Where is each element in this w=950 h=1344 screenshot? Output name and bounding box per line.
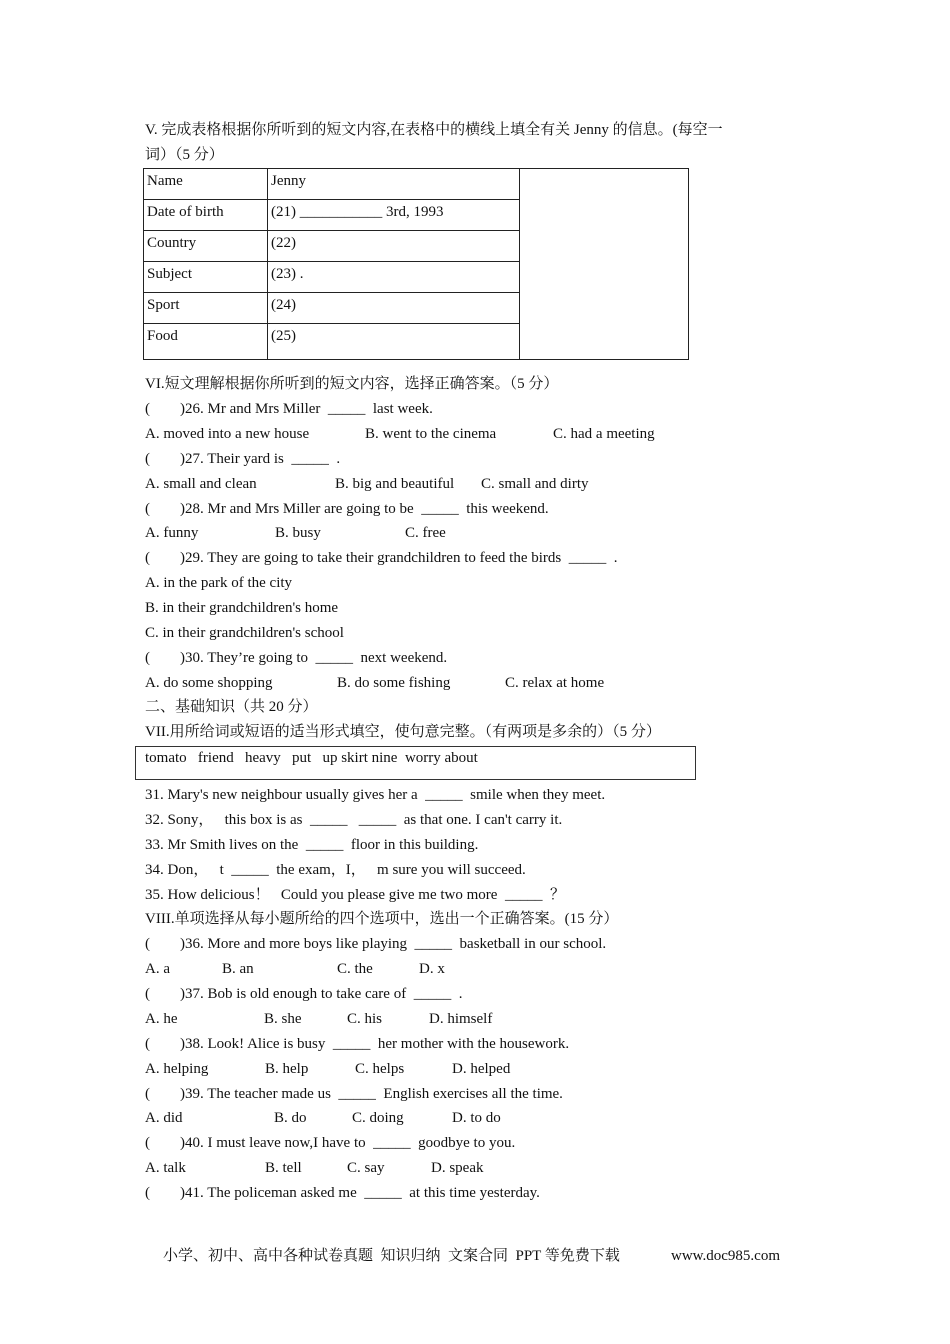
option: B. in their grandchildren's home (145, 600, 339, 616)
option: B. went to the cinema (365, 426, 497, 442)
option: A. talk (145, 1160, 186, 1176)
option: B. big and beautiful (335, 476, 455, 492)
question: ( )37. Bob is old enough to take care of _____ . (145, 986, 463, 1002)
option: C. free (405, 525, 446, 541)
option: C. doing (352, 1110, 404, 1126)
option: D. to do (452, 1110, 501, 1126)
section5-title-cont: 词）（5 分） (145, 147, 224, 163)
question: ( )39. The teacher made us _____ English exercises all the time. (145, 1086, 563, 1102)
option: D. speak (431, 1160, 484, 1176)
option: B. busy (275, 525, 321, 541)
cell-value: (25) (268, 324, 520, 360)
option: A. in the park of the city (145, 575, 293, 591)
cell-value: (24) (268, 293, 520, 324)
option: C. his (347, 1011, 383, 1027)
option: C. had a meeting (553, 426, 655, 442)
question: ( )29. They are going to take their grandchildren to feed the birds _____ . (145, 550, 618, 566)
option: B. she (264, 1011, 302, 1027)
question: 35. How delicious！ Could you please give me two more _____ ？ (145, 887, 565, 903)
option: C. small and dirty (481, 476, 589, 492)
option: D. x (419, 961, 445, 977)
cell-value: (23) . (268, 262, 520, 293)
option: A. small and clean (145, 476, 257, 492)
option: A. do some shopping (145, 675, 273, 691)
option: D. helped (452, 1061, 511, 1077)
option: B. an (222, 961, 254, 977)
section8-title: VIII.单项选择从每小题所给的四个选项中，选出一个正确答案。(15 分） (145, 911, 619, 927)
question: ( )41. The policeman asked me _____ at this time yesterday. (145, 1185, 540, 1201)
question: 33. Mr Smith lives on the _____ floor in this building. (145, 837, 479, 853)
option: B. tell (265, 1160, 302, 1176)
option: C. relax at home (505, 675, 605, 691)
question: ( )38. Look! Alice is busy _____ her mother with the housework. (145, 1036, 570, 1052)
option: B. help (265, 1061, 309, 1077)
question: ( )28. Mr and Mrs Miller are going to be _____ this weekend. (145, 501, 549, 517)
option: C. helps (355, 1061, 405, 1077)
word-bank: tomato friend heavy put up skirt nine worry about (145, 750, 478, 766)
info-table (143, 168, 689, 360)
question: 32. Sony， this box is as _____ _____ as that one. I can't carry it. (145, 812, 563, 828)
option: C. the (337, 961, 373, 977)
option: A. moved into a new house (145, 426, 310, 442)
cell-value: (22) (268, 231, 520, 262)
option: A. funny (145, 525, 199, 541)
cell-value: Jenny (268, 169, 520, 200)
cell-label: Subject (144, 262, 268, 293)
section6-title: VI.短文理解根据你所听到的短文内容，选择正确答案。（5 分） (145, 376, 559, 392)
option: A. he (145, 1011, 178, 1027)
option: D. himself (429, 1011, 493, 1027)
option: A. a (145, 961, 170, 977)
footer-text: 小学、初中、高中各种试卷真题 知识归纳 文案合同 PPT 等免费下载 (163, 1248, 620, 1264)
option: A. did (145, 1110, 183, 1126)
question: 34. Don， t _____ the exam，I， m sure you will succeed. (145, 862, 526, 878)
option: A. helping (145, 1061, 209, 1077)
question: ( )26. Mr and Mrs Miller _____ last week. (145, 401, 433, 417)
option: C. in their grandchildren's school (145, 625, 344, 641)
option: C. say (347, 1160, 385, 1176)
option: B. do some fishing (337, 675, 451, 691)
question: ( )40. I must leave now,I have to _____ goodbye to you. (145, 1135, 516, 1151)
option: B. do (274, 1110, 307, 1126)
cell-label: Country (144, 231, 268, 262)
footer-link[interactable]: www.doc985.com (671, 1248, 781, 1264)
cell-label: Sport (144, 293, 268, 324)
blank-cell (520, 169, 689, 360)
question: ( )27. Their yard is _____ . (145, 451, 341, 467)
question: 31. Mary's new neighbour usually gives her a _____ smile when they meet. (145, 787, 606, 803)
section7-title: VII.用所给词或短语的适当形式填空，使句意完整。（有两项是多余的）（5 分） (145, 724, 661, 740)
section5-title: V. 完成表格根据你所听到的短文内容,在表格中的横线上填全有关 Jenny 的信息。(每空一 (145, 122, 723, 138)
question: ( )30. They’re going to _____ next weekend. (145, 650, 448, 666)
part2-title: 二、基础知识（共 20 分） (145, 699, 318, 715)
cell-label: Name (144, 169, 268, 200)
question: ( )36. More and more boys like playing _____ basketball in our school. (145, 936, 607, 952)
cell-label: Date of birth (144, 200, 268, 231)
cell-value: (21) ___________ 3rd, 1993 (268, 200, 520, 231)
cell-label: Food (144, 324, 268, 360)
